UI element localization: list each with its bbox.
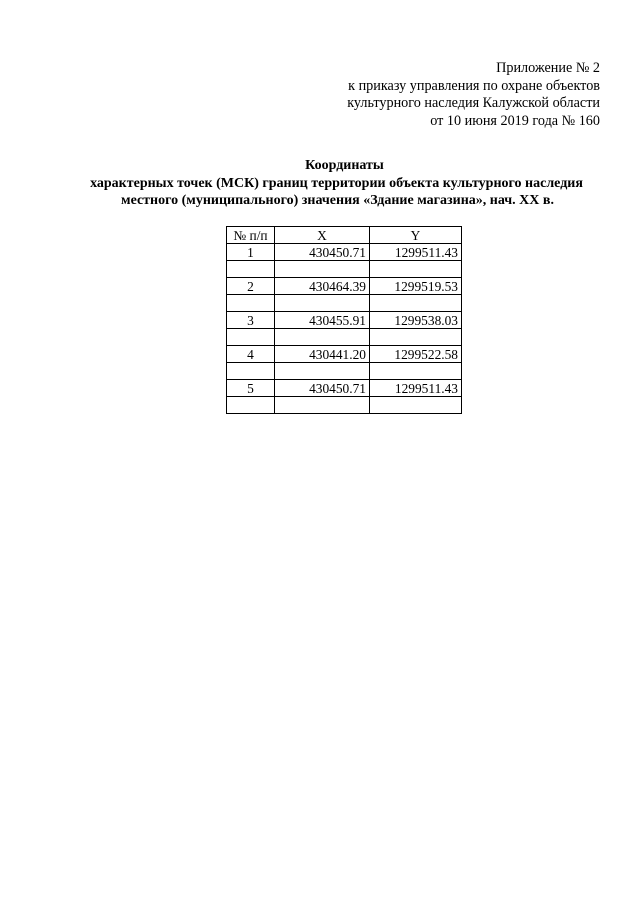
header-y: Y	[370, 227, 462, 244]
cell-number	[227, 295, 275, 312]
table-row	[227, 380, 462, 397]
cell-y: 1299522.58	[370, 346, 462, 363]
table-row	[227, 397, 462, 414]
table-row	[227, 346, 462, 363]
cell-number: 5	[227, 380, 275, 397]
coordinates-table	[226, 226, 462, 414]
cell-x: 430464.39	[275, 278, 370, 295]
table-row	[227, 295, 462, 312]
cell-x	[275, 329, 370, 346]
header-x: X	[275, 227, 370, 244]
cell-y: 1299511.43	[370, 244, 462, 261]
cell-x	[275, 261, 370, 278]
cell-y: 1299519.53	[370, 278, 462, 295]
appendix-order-ref: к приказу управления по охране объектов	[348, 77, 600, 94]
table-row	[227, 278, 462, 295]
table-row	[227, 312, 462, 329]
appendix-authority: культурного наследия Калужской области	[347, 95, 600, 112]
heading-title: Координаты	[305, 158, 384, 173]
table-row	[227, 244, 462, 261]
cell-x	[275, 397, 370, 414]
cell-number: 2	[227, 278, 275, 295]
cell-number: 4	[227, 346, 275, 363]
heading-subtitle-2: местного (муниципального) значения «Здание магазина», нач. XX в.	[121, 193, 554, 208]
table-row	[227, 261, 462, 278]
header-number: № п/п	[227, 227, 275, 244]
cell-x: 430455.91	[275, 312, 370, 329]
cell-y: 1299538.03	[370, 312, 462, 329]
cell-number	[227, 397, 275, 414]
cell-x: 430450.71	[275, 380, 370, 397]
table-row	[227, 329, 462, 346]
document-heading	[0, 157, 639, 210]
cell-y	[370, 261, 462, 278]
cell-number	[227, 261, 275, 278]
cell-x: 430450.71	[275, 244, 370, 261]
heading-subtitle-1: характерных точек (МСК) границ территории объекта культурного наследия	[90, 175, 583, 191]
appendix-block	[347, 60, 600, 130]
cell-number	[227, 363, 275, 380]
cell-y	[370, 397, 462, 414]
cell-number: 1	[227, 244, 275, 261]
cell-number: 3	[227, 312, 275, 329]
cell-number	[227, 329, 275, 346]
cell-x: 430441.20	[275, 346, 370, 363]
table-row	[227, 363, 462, 380]
cell-y	[370, 363, 462, 380]
cell-y	[370, 295, 462, 312]
cell-x	[275, 295, 370, 312]
cell-y: 1299511.43	[370, 380, 462, 397]
cell-x	[275, 363, 370, 380]
cell-y	[370, 329, 462, 346]
appendix-date-number: от 10 июня 2019 года № 160	[430, 112, 600, 129]
table-header-row	[227, 227, 462, 244]
appendix-title: Приложение № 2	[496, 60, 600, 76]
